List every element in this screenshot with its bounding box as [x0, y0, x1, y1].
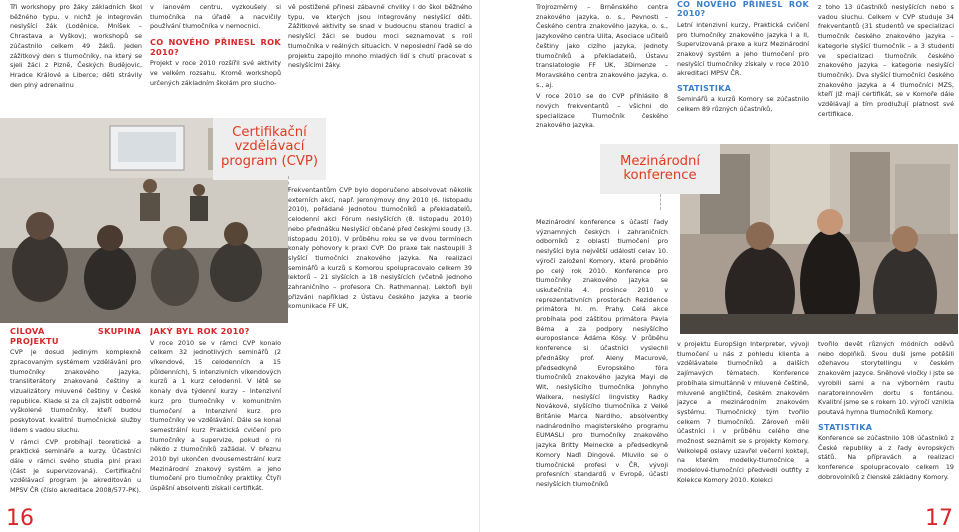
- conference-paragraph: Mezinárodní konference s účastí řady významných českých i zahraničních odborníků z oblasti tlumočení pro neslyšící byla největší událostí celav 10. výročí založení Komory, které proběhlo po celý rok 2010. Konference pro tlumočníky znakového jazyka se uskutečnila 4. prosince 2010 v reprezentativních prostorách Rezidence primátora hl. m. Prahy. Celá akce probíhala pod záštitou primátora Pavla Béma a za podpory neslyšícího europoslance Ádáma Kósy. V průběhu konference si účastníci vyslechli přednášky prof. Aleny Macurové, předsedkyně Evropského fóra tlumočníků znakového jazyka Mayi de Wit, neslyšícího tlumočníka Johnyho Walkera, neslyšící lingvistky Radky Novákové, slyšícího tlumočníka z Velké Británie Marca Nardiho, absolventky nadnárodního magisterského programu EUMASLI pro tlumočníky znakového jazyka Britty Meinecke a předsedkyně Komory Naďi Dingové. Mluvilo se o tlumočnické profesi v ČR, vývoji profesních standardů v Evropě, účasti neslyšících tlumočníků: [536, 218, 668, 488]
- statistics-paragraph-1: Seminářů a kurzů Komory se zúčastnilo celkem 89 různých účastníků,: [677, 95, 809, 114]
- left-col2-heading: CO NOVÉHO PŘINESL ROK 2010?: [150, 37, 281, 57]
- statistics-heading-2: STATISTIKA: [818, 422, 873, 432]
- year-2010-heading: JAKÝ BYL ROK 2010?: [150, 327, 250, 336]
- target-group-heading: CÍLOVÁ SKUPINA PROJEKTU: [10, 327, 141, 346]
- left-col1-bottom: [10, 327, 141, 497]
- right-col2-bottom: [677, 340, 809, 498]
- conference-photo-image: [680, 144, 958, 334]
- statistics-heading-1: STATISTIKA: [677, 84, 732, 94]
- conference-paragraph-2: v projektu EuropSign Interpreter, vývoji tlumočení u nás z pohledu klienta a vzdělávatele tlumočníků a dalších zajímavých tématech. Konference probíhala simultánně v mluvené češtině, mluvené angličtině, českém znakovém jazyce a mezinárodním znakovém systému. Tlumočnický tým tvořilo celkem 7 tlumočníků. Zároveň měli účastníci i v průběhu celého dne možnost seznámit se s projekty Komory. Velkolepě oslavy uzavřel večerní koktejl, na kterém modelky-tlumočnice a modelové-tlumočníci předvedli outfity z Kolekce Komory 2010. Kolekci: [677, 340, 809, 484]
- left-col3-top-paragraph: vě postižené přinesl zábavné chvilky i do škol běžného typu, ve kterých jsou integrovány neslyšící děti. Zážitkové aktivity se snad v budoucnu stanou tradicí a neslyšící žáci se budou moci seznamovat s rolí tlumočníka v reálných situacích. V neposlední řadě se do projektu zapojilo mnoho mladých lidí s chutí pracovat s neslyšícími žáky.: [288, 3, 472, 70]
- statistics-paragraph-2: Konference se zúčastnilo 108 účastníků z České republiky a z řady evropských států. Na přípravách a realizaci konference spolupracovalo celkem 19 dobrovolníků z členské základny Komory.: [818, 434, 954, 481]
- year-2010-paragraph: V roce 2010 se v rámci CVP konalo celkem 32 jednotlivých seminářů (2 víkendové, 15 celodenních a 15 půldenních), 5 intenzivních víkendových kurzů a 1 kurz celodenní. V létě se konaly dva týdenní kurzy – Intenzivní kurz pro tlumočníky v komunitním tlumočení a Intenzivní kurz pro tlumočníky ve vzdělávání. Dále se konal semestrální kurz Praktická cvičení pro tlumočníky a supervize, pokud o ni někdo z tlumočníků zažádal. V březnu 2010 byl ukončen dvousemestrální kurz Mezinárodní znakový systém a jeho tlumočení pro tlumočníky praktiky. Čtyři úspěšní absolventi získali certifikát.: [150, 338, 281, 493]
- international-conference-title: Mezinárodní konference: [619, 154, 701, 184]
- target-group-paragraph-2: V rámci CVP probíhají teoretické a praktické semináře a kurzy. Účastníci dále v rámci svého studia plní praxi (část je supervizovaná). Certifikační vzdělávací program je akreditován u MPSV ČR (číslo akreditace 2008/577-PK).: [10, 437, 141, 495]
- right-col1-top-paragraph-2: V roce 2010 se do CVP přihlásilo 8 nových frekventantů – všichni do specializace Tlumočník českého znakového jazyka.: [536, 92, 668, 128]
- right-col2-paragraph: Letní intenzivní kurzy, Praktická cvičení pro tlumočníky znakového jazyka I a II, Supervizovaná praxe a kurz Mezinárodní znakový systém a jeho tlumočení pro neslyšící tlumočníky získaly v roce 2010 akreditaci MPSV ČR.: [677, 20, 809, 78]
- left-col1-top-text: [10, 3, 142, 95]
- right-col1-top-paragraph: Trojrozměrný – Brněnského centra znakového jazyka, o. s., Pevnosti – Českého centra znakového jazyka, o. s., Jazykového centra Ulita, Asociace učitelů češtiny jako cizího jazyka, jednoty tlumočníků a překladatelů, Ústavu translatologie FF UK, 3Dimenze – Moravského centra znakového jazyka, o. s., aj.: [536, 3, 668, 89]
- right-page: [480, 0, 959, 532]
- page-number-right: 17: [925, 506, 953, 531]
- left-col3-bottom: [288, 186, 472, 466]
- left-col2-bottom: [150, 327, 281, 497]
- conference-leader-line: [660, 194, 662, 210]
- left-col2-top-paragraph: v lanovém centru, vyzkoušely si tlumočníka na úřadě a nacvičily používání tlumočníka v nemocnici.: [150, 3, 281, 31]
- conference-paragraph-3: tvořilo devět různých módních oděvů nebo doplňků. Svou duši jsme potěšili ožehavou storytellingu v českém znakovém jazyce. Sněhové vločky i jste se vyrobili sami a na výborném rautu naratoreinnověm dortu s fontánou. Kvalitní jsme se s rokem 10. výročí vznikla poutavá hymna tlumočníků Komory.: [818, 340, 954, 416]
- right-col1-bottom: [536, 218, 668, 504]
- right-col2-heading: CO NOVÉHO PŘINESL ROK 2010?: [677, 0, 809, 19]
- right-col3-top: [818, 3, 954, 131]
- cvp-program-title: Certifikační vzdělávací program (CVP): [221, 125, 318, 169]
- left-col3-paragraph: Frekventantům CVP bylo doporučeno absolvovat několik externích akcí, např. Jeronýmovy dny 2010 (6. listopadu 2010), pořádané Jednotou tlumočníků a překladatelů, celodenní akci Fórum neslyšících (8. listopadu 2010) nebo přednášku Neslyšící občané před českými soudy (3. listopadu 2010). V průběhu roku se ve dvou termínech konaly pohovory k praxi CVP. Do praxe tak nastoupili 3 slyšící tlumočníci znakového jazyka. Na realizaci seminářů a kurzů s Komorou spolupracovalo celkem 39 lektorů – 21 slyšících a 18 neslyšících (včetně jednoho zahraničního – profesora Ch. Rathmanna). Lektoři byli přizváni například z Ústavu českého jazyka a teorie komunikace FF UK,: [288, 186, 472, 311]
- right-col1-top: [536, 3, 668, 128]
- left-col3-top: [288, 3, 472, 98]
- target-group-paragraph-1: CVP je dosud jediným komplexně zpracovaným systémem vzdělávání pro tlumočníky znakového jazyka, transliterátory znakované češtiny a vizualizátory mluvené češtiny v České republice. Klade si za cíl zajistit odborně vyškolené tlumočníky, kteří budou poskytovat kvalitní tlumočnické služby lidem s vadou sluchu.: [10, 348, 141, 434]
- left-col2-top: [150, 3, 281, 111]
- right-col3-top-paragraph: z toho 13 účastníků neslyšících nebo s vadou sluchu. Celkem v CVP studuje 34 frekventantů (31 studentů ve specializaci tlumočník českého znakového jazyka – kategorie slyšící tlumočník – a 3 studenti ve specializaci tlumočník českého znakového jazyka – kategorie neslyšící tlumočník). Dva slyšící tlumočníci českého znakového jazyka a 4 tlumočníci MZS, kteří již mají certifikát, se v Komoře dále vzdělávají a tím prodlužují platnost své certifikace.: [818, 3, 954, 118]
- right-col2-top: [677, 0, 809, 130]
- left-col2-paragraph: Projekt v roce 2010 rozšířil své aktivity ve velkém rozsahu. Kromě workshopů určených základním školám pro slucho-: [150, 59, 281, 87]
- left-col1-top-paragraph: Tři workshopy pro žáky základních škol běžného typu, v nichž je integrován neslyšící žák (Loděnice, Mníšek – Chrastava a Vyškov); workshopů se zúčastnilo celkem 49 žáků. Jeden zážitkový den s tlumočníky, na který se sjeli žáci z Plzně, Českých Budějovic, Hradce Králové a Liberce; děti strávily den plný adrenalinu: [10, 3, 142, 89]
- conference-photo: [680, 144, 958, 334]
- page-number-left: 16: [6, 506, 34, 531]
- right-col3-bottom: [818, 340, 954, 500]
